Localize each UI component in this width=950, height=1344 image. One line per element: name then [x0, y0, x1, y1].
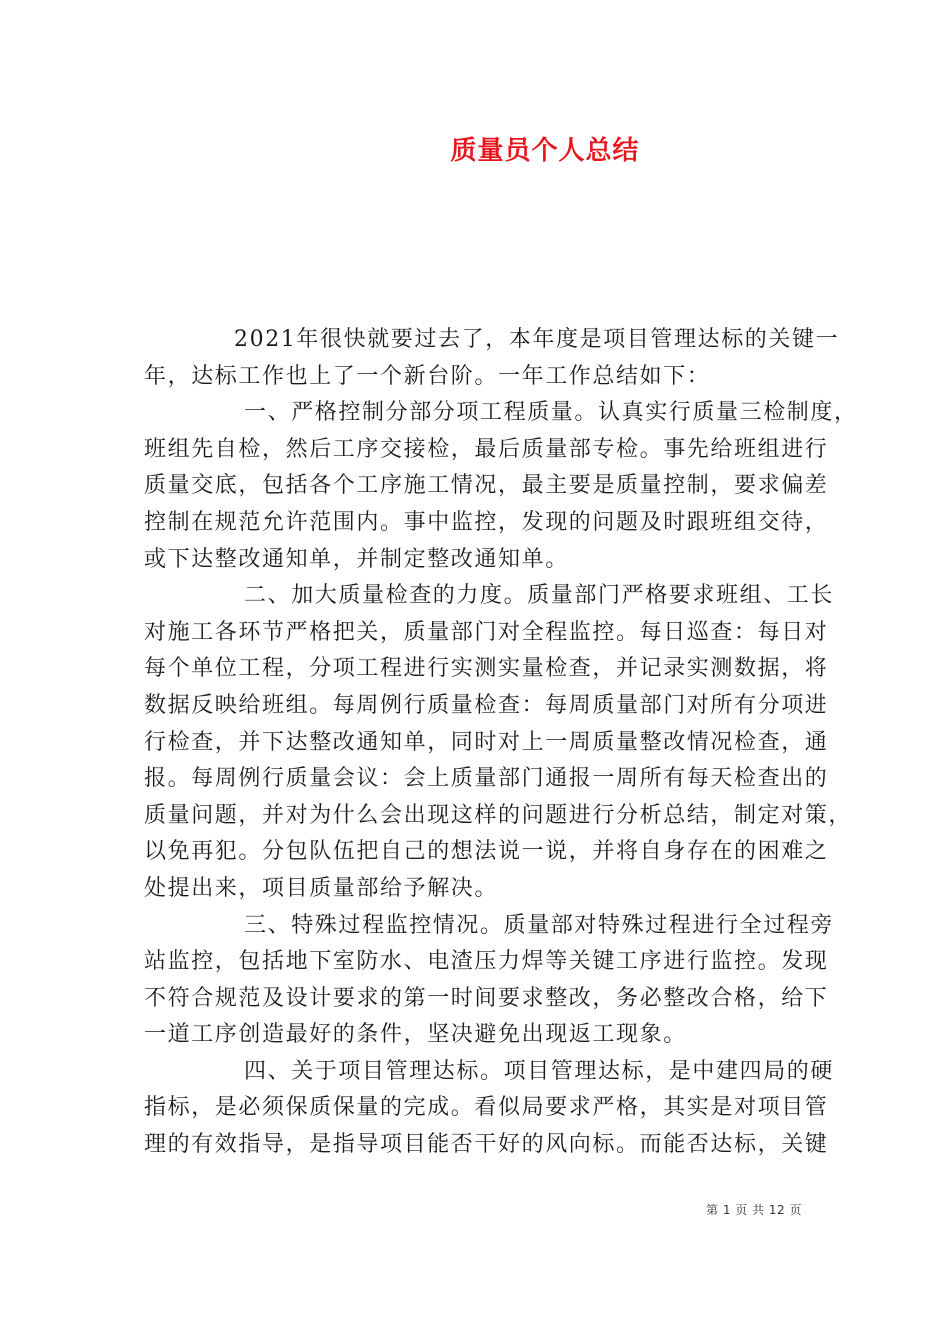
- paragraph-3-line-2: 对施工各环节严格把关，质量部门对全程监控。每日巡查：每日对: [144, 619, 829, 645]
- paragraph-2-line-3: 质量交底，包括各个工序施工情况，最主要是质量控制，要求偏差: [144, 473, 829, 499]
- document-body: [144, 322, 858, 1164]
- paragraph-3-line-3: 每个单位工程，分项工程进行实测实量检查，并记录实测数据，将: [144, 656, 829, 682]
- page-number-footer: 第 1 页 共 12 页: [706, 1203, 802, 1217]
- paragraph-1-line-2: 年，达标工作也上了一个新台阶。一年工作总结如下：: [144, 363, 711, 389]
- paragraph-4-line-1: 三、特殊过程监控情况。质量部对特殊过程进行全过程旁: [244, 912, 835, 938]
- paragraph-2-line-4: 控制在规范允许范围内。事中监控，发现的问题及时跟班组交待，: [144, 509, 829, 535]
- paragraph-5-line-1: 四、关于项目管理达标。项目管理达标，是中建四局的硬: [244, 1058, 835, 1084]
- paragraph-3-line-9: 处提出来，项目质量部给予解决。: [144, 875, 499, 901]
- document-title: 质量员个人总结: [450, 136, 640, 166]
- paragraph-2-line-1: 一、严格控制分部分项工程质量。认真实行质量三检制度，: [244, 400, 858, 426]
- paragraph-4-line-2: 站监控，包括地下室防水、电渣压力焊等关键工序进行监控。发现: [144, 949, 829, 975]
- paragraph-1-line-1: 2021年很快就要过去了，本年度是项目管理达标的关键一: [234, 327, 840, 352]
- paragraph-3-line-1: 二、加大质量检查的力度。质量部门严格要求班组、工长: [244, 583, 835, 609]
- paragraph-3-line-8: 以免再犯。分包队伍把自己的想法说一说，并将自身存在的困难之: [144, 839, 829, 865]
- paragraph-3-line-6: 报。每周例行质量会议：会上质量部门通报一周所有每天检查出的: [144, 766, 829, 792]
- paragraph-4-line-4: 一道工序创造最好的条件，坚决避免出现返工现象。: [144, 1022, 687, 1048]
- paragraph-5-line-2: 指标，是必须保质保量的完成。看似局要求严格，其实是对项目管: [144, 1095, 829, 1121]
- paragraph-3-line-5: 行检查，并下达整改通知单，同时对上一周质量整改情况检查，通: [144, 729, 829, 755]
- paragraph-3-line-7: 质量问题，并对为什么会出现这样的问题进行分析总结，制定对策，: [144, 802, 853, 828]
- paragraph-2-line-5: 或下达整改通知单，并制定整改通知单。: [144, 546, 569, 572]
- paragraph-3-line-4: 数据反映给班组。每周例行质量检查：每周质量部门对所有分项进: [144, 692, 829, 718]
- paragraph-5-line-3: 理的有效指导，是指导项目能否干好的风向标。而能否达标，关键: [144, 1132, 829, 1158]
- paragraph-2-line-2: 班组先自检，然后工序交接检，最后质量部专检。事先给班组进行: [144, 436, 829, 462]
- paragraph-4-line-3: 不符合规范及设计要求的第一时间要求整改，务必整改合格，给下: [144, 985, 829, 1011]
